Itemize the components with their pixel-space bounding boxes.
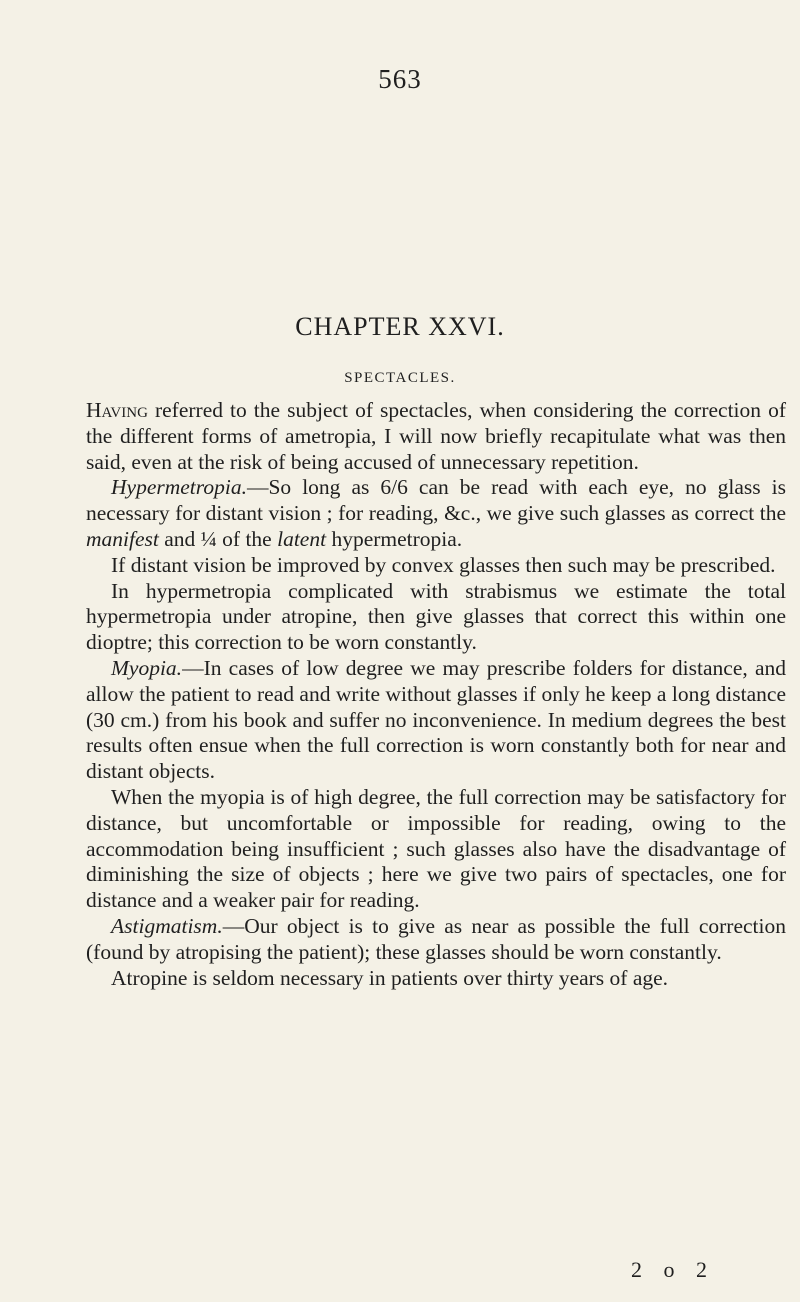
paragraph-atropine: Atropine is seldom necessary in patients over thirty years of age.: [111, 965, 669, 990]
chapter-title: CHAPTER XXVI.: [295, 312, 505, 341]
emphasis-manifest: manifest: [86, 526, 159, 551]
paragraph-astigmatism: [86, 914, 786, 966]
lead-word: Having: [86, 398, 148, 422]
paragraph-text: hypermetropia.: [326, 526, 463, 551]
paragraph-hypermetropia: [86, 475, 786, 552]
paragraph-high-myopia: When the myopia is of high degree, the full correction may be satisfactory for distance, but uncomfortable or impossible for reading, owing to the accommodation being insufficient ; such glasses also have the disadvantage of diminishing the size of objects ; here we give two pairs of spectacles, one for distance and a weaker pair for reading.: [86, 784, 786, 913]
signature-mark: 2 o 2: [631, 1257, 715, 1282]
body-text: [86, 398, 786, 991]
section-title: SPECTACLES.: [344, 370, 456, 386]
section-heading-myopia: Myopia.: [111, 655, 183, 680]
fraction-six-sixths: 6/6: [380, 475, 408, 500]
fraction-quarter: ¼: [200, 526, 217, 551]
paragraph-text: referred to the subject of spectacles, when considering the correction of the different forms of ametropia, I will now briefly recapitulate what was then said, even at the risk of being accused of unnecessary repetition.: [86, 398, 786, 474]
section-heading-hypermetropia: Hypermetropia.: [111, 475, 247, 500]
paragraph-intro: [86, 398, 786, 475]
paragraph-text: and: [158, 526, 201, 551]
paragraph-convex: If distant vision be improved by convex glasses then such may be prescribed.: [111, 552, 776, 577]
page-number: 563: [378, 64, 422, 94]
paragraph-text: of the: [216, 526, 278, 551]
paragraph-strabismus: In hypermetropia complicated with strabismus we estimate the total hypermetropia under atropine, then give glasses that correct this within one dioptre; this correction to be worn constantly.: [86, 578, 786, 655]
paragraph-text: —In cases of low degree we may prescribe folders for distance, and allow the patient to read and write without glasses if only he keep a long distance (30 cm.) from his book and suffer no inconvenience. In medium degrees the best results often ensue when the full correction is worn constantly both for near and distant objects.: [86, 655, 786, 784]
emphasis-latent: latent: [277, 526, 327, 551]
paragraph-text: —Our object is to give as near as possible the full correction (found by atropising the patient); these glasses should be worn constantly.: [86, 913, 786, 964]
paragraph-text: can be read with each eye, no glass is necessary for distant vision ; for reading, &c., we give such glasses as correct the: [86, 475, 786, 526]
paragraph-myopia: [86, 656, 786, 785]
paragraph-text: —So long as: [246, 475, 381, 500]
section-heading-astigmatism: Astigmatism.: [111, 913, 223, 938]
